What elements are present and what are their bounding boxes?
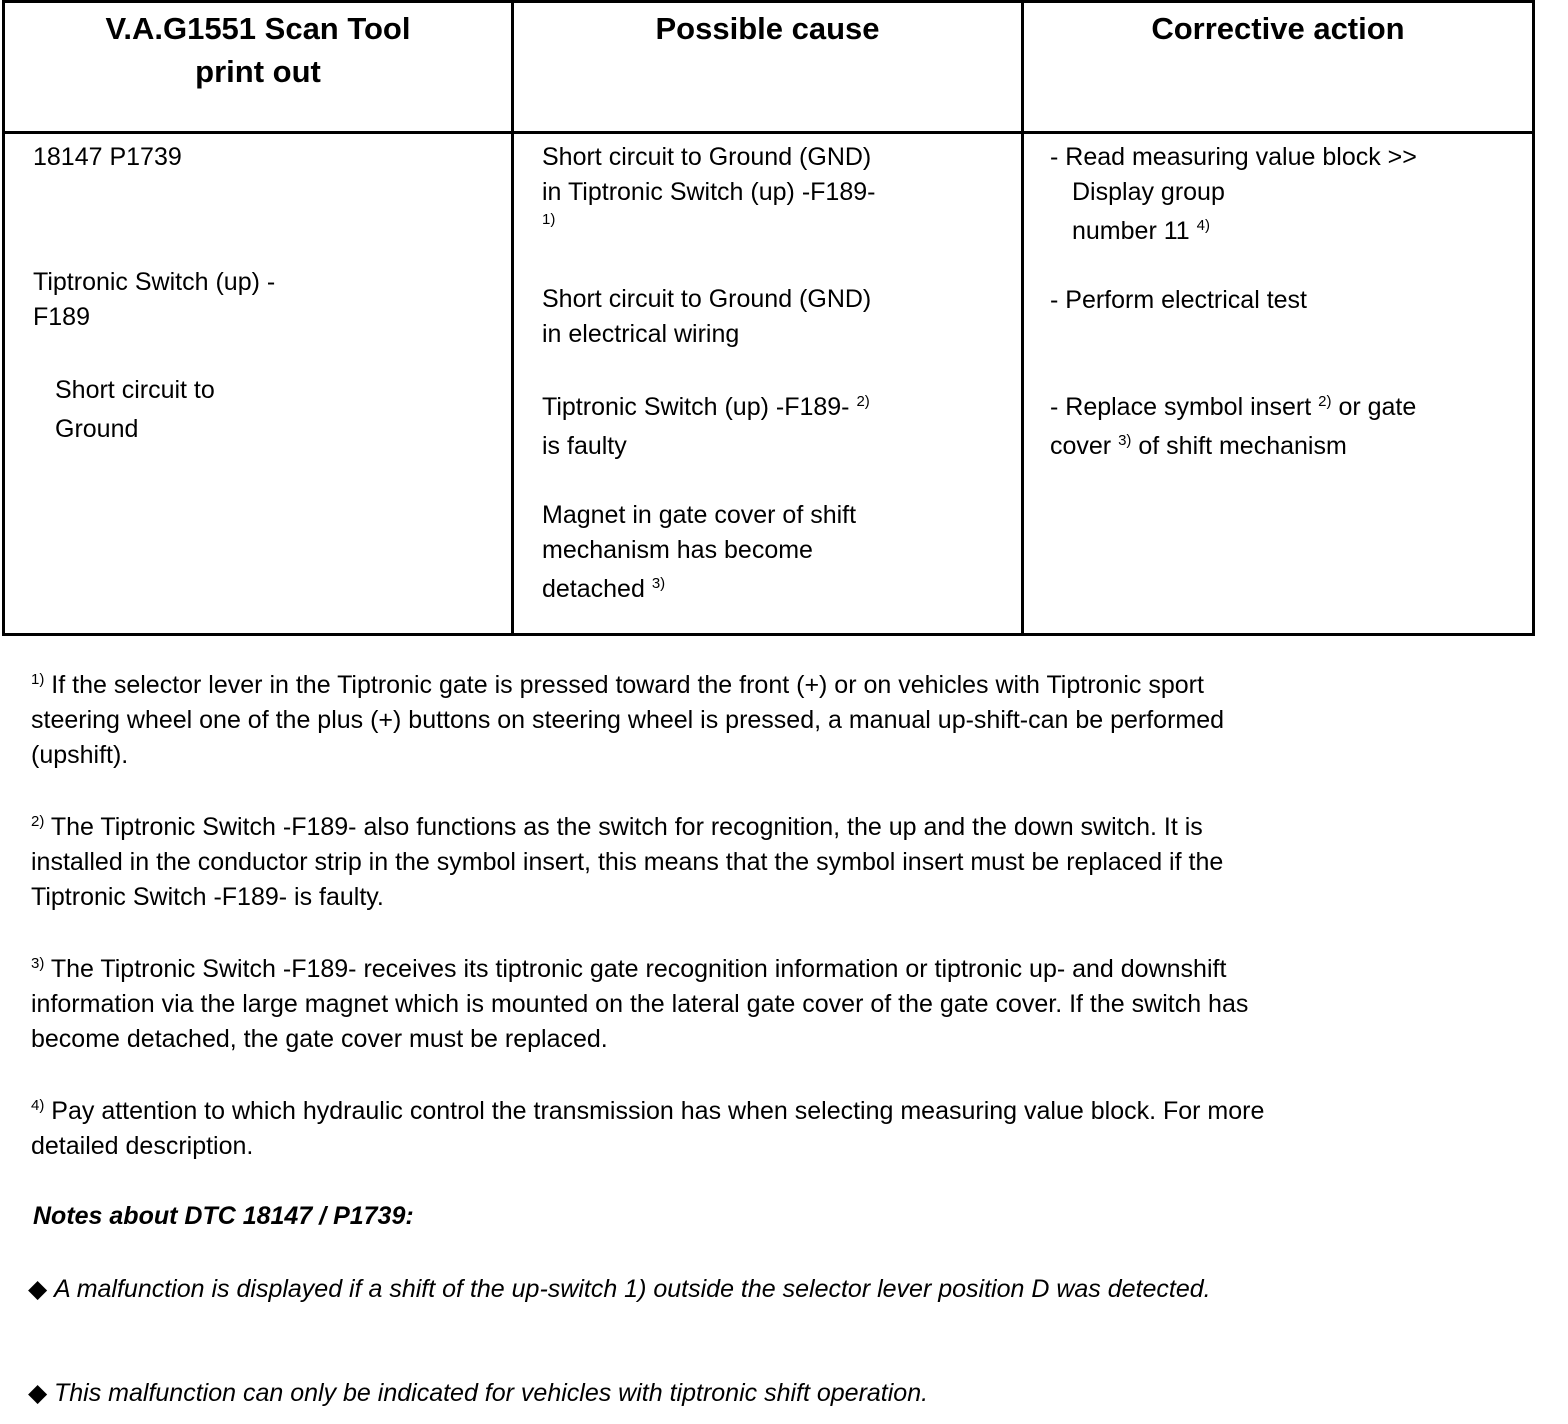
table-header-row bbox=[4, 2, 1534, 133]
action-2: - Perform electrical test bbox=[1050, 286, 1308, 314]
note-item: ◆ A malfunction is displayed if a shift of the up-switch 1) outside the selector lever position D was detected. bbox=[28, 1272, 1268, 1307]
footnotes bbox=[31, 668, 1291, 1201]
action-1-line2: Display group bbox=[1072, 178, 1225, 206]
diamond-bullet-icon: ◆ bbox=[28, 1275, 48, 1303]
action-3-footnote-ref-b: 3) bbox=[1118, 432, 1132, 449]
footnote-1: $^{1)}$ If the selector lever in the Tiptronic gate is pressed toward the front (+) or on vehicles with Tiptronic sport steering wheel one of the plus (+) buttons on steering wheel is pressed, a manual up-shift-can be performed (upshift). bbox=[31, 671, 1225, 769]
component-id: F189 bbox=[33, 303, 90, 331]
possible-cause-cell bbox=[513, 133, 1023, 635]
header-possible-cause: Possible cause bbox=[513, 2, 1023, 133]
diamond-bullet-icon: ◆ bbox=[28, 1379, 48, 1407]
fault-type: Short circuit to bbox=[55, 376, 215, 404]
cause-3-footnote-ref: 2) bbox=[856, 393, 870, 410]
cause-4-line2: mechanism has become bbox=[542, 536, 813, 564]
footnote-2: $^{2)}$ The Tiptronic Switch -F189- also functions as the switch for recognition, the up and the down switch. It is installed in the conductor strip in the symbol insert, this means that the symbol insert must be replaced if the Tiptronic Switch -F189- is faulty. bbox=[31, 813, 1224, 911]
cause-2-line2: in electrical wiring bbox=[542, 320, 740, 348]
note-item: ◆ This malfunction can only be indicated for vehicles with tiptronic shift operation. bbox=[28, 1376, 1268, 1411]
cause-4-footnote-ref: 3) bbox=[651, 575, 666, 592]
footnote-3: $^{3)}$ The Tiptronic Switch -F189- receives its tiptronic gate recognition information or tiptronic up- and downshift information via the large magnet which is mounted on the lateral gate cover of the gate cover. If the switch has become detached, the gate cover must be replaced. bbox=[31, 955, 1249, 1053]
cause-1-footnote-ref: 1) bbox=[542, 211, 556, 228]
action-3-footnote-ref-a: 2) bbox=[1318, 393, 1332, 410]
component-name: Tiptronic Switch (up) - bbox=[33, 268, 276, 296]
footnote-4: $^{4)}$ Pay attention to which hydraulic control the transmission has when selecting measuring value block. For more detailed description. bbox=[31, 1097, 1265, 1160]
action-1-footnote-ref: 4) bbox=[1196, 217, 1210, 234]
cause-1-line2: in Tiptronic Switch (up) -F189- bbox=[542, 178, 876, 206]
cause-1: Short circuit to Ground (GND) bbox=[542, 143, 872, 171]
fault-type-line2: Ground bbox=[55, 415, 139, 443]
cause-4-line3: detached $^{3)}$ bbox=[542, 575, 666, 603]
dtc-code: 18147 P1739 bbox=[33, 143, 182, 171]
cause-3: Tiptronic Switch (up) -F189- $^{2)}$ bbox=[542, 393, 870, 421]
notes-title: Notes about DTC 18147 / P1739: bbox=[33, 1202, 414, 1230]
table-row bbox=[4, 133, 1534, 635]
header-scan-tool-printout: V.A.G1551 Scan Tool print out bbox=[4, 2, 513, 133]
cause-3-line2: is faulty bbox=[542, 432, 627, 460]
action-3-line2: cover $^{3)}$ of shift mechanism bbox=[1050, 432, 1347, 460]
header-corrective-action: Corrective action bbox=[1023, 2, 1534, 133]
action-1: - Read measuring value block >> bbox=[1050, 143, 1417, 171]
dtc-table bbox=[2, 0, 1535, 636]
cause-2: Short circuit to Ground (GND) bbox=[542, 285, 872, 313]
corrective-action-cell bbox=[1023, 133, 1534, 635]
action-3: - Replace symbol insert $^{2)}$ or gate bbox=[1050, 393, 1417, 421]
action-1-line3: number 11 $^{4)}$ bbox=[1072, 217, 1210, 245]
printout-cell bbox=[4, 133, 513, 635]
cause-4: Magnet in gate cover of shift bbox=[542, 501, 857, 529]
